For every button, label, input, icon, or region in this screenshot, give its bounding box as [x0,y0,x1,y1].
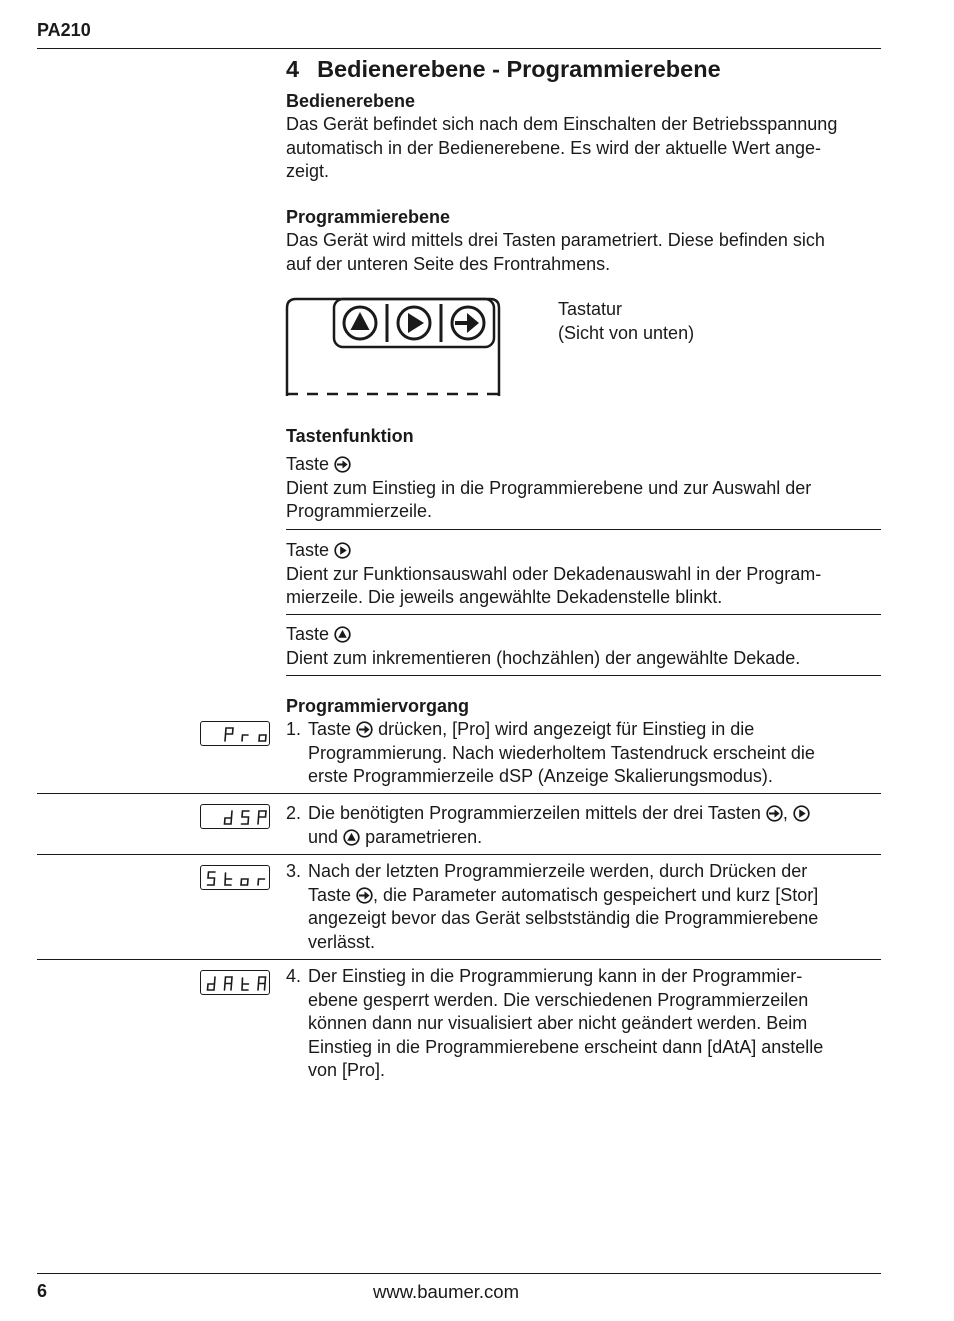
header-rule [37,48,881,49]
step-rule [37,959,881,960]
text-line: Programmierzeile. [286,501,433,521]
lcd-display-data [200,970,270,995]
step-text [308,718,878,789]
lcd-display-stor [200,865,270,890]
enter-arrow-icon [356,887,373,904]
step-number: 4. [286,966,302,986]
table-rule [286,529,881,530]
play-right-icon [334,542,351,559]
text-line: mierzeile. Die jeweils angewählte Dekadenstelle blinkt. [286,587,723,607]
up-triangle-icon [334,626,351,643]
step-rule [37,854,881,855]
text-line [308,718,878,742]
step-text [308,860,878,954]
text-line: Nach der letzten Programmierzeile werden, durch Drücken der [308,861,808,881]
text-line [308,826,878,850]
key-function-right [286,539,881,610]
text-line: zeigt. [286,161,330,181]
text-line [308,884,878,908]
enter-arrow-icon [334,456,351,473]
section-title [286,55,721,83]
section-number: 4 [286,56,300,82]
key-label-line [286,623,881,647]
lcd-display-pro [200,721,270,746]
step-number: 2. [286,803,302,823]
key-label-line [286,453,881,477]
step-text [308,965,878,1083]
footer-url[interactable]: www.baumer.com [373,1281,519,1302]
text-line: Das Gerät befindet sich nach dem Einschalten der Betriebsspannung [286,114,838,134]
text-line: verlässt. [308,931,376,952]
bedienerebene-heading: Bedienerebene [286,91,416,111]
keyboard-caption [558,298,858,345]
up-triangle-icon [343,829,360,846]
inline-text: Taste [308,719,352,739]
step-text [308,802,878,849]
footer-rule [37,1273,881,1274]
text-line: auf der unteren Seite des Frontrahmens. [286,253,611,274]
tastenfunktion-heading: Tastenfunktion [286,426,414,446]
enter-arrow-icon [356,721,373,738]
page-number: 6 [37,1281,48,1301]
inline-text: parametrieren. [365,826,483,847]
programmiervorgang-heading: Programmiervorgang [286,696,470,716]
text-line: von [Pro]. [308,1060,386,1080]
programmierebene-paragraph [286,229,881,276]
text-line [308,802,878,826]
text-line: automatisch in der Bedienerebene. Es wird der aktuelle Wert ange- [286,137,821,158]
document-model: PA210 [37,20,91,40]
text-line: ebene gesperrt werden. Die verschiedenen Programmierzeilen [308,989,809,1010]
text-line: angezeigt bevor das Gerät selbstständig die Programmierebene [308,908,819,928]
programmierebene-heading: Programmierebene [286,207,451,227]
up-triangle-icon [344,307,376,339]
step-number: 3. [286,861,302,881]
key-label: Taste [286,454,330,474]
inline-text: und [308,826,339,847]
key-label-line [286,539,881,563]
play-right-icon [793,805,810,822]
text-line: Dient zum inkrementieren (hochzählen) der angewählte Dekade. [286,647,801,668]
bedienerebene-paragraph [286,113,881,184]
key-function-up [286,623,881,670]
enter-arrow-icon [452,307,484,339]
text-line: Dient zum Einstieg in die Programmierebene und zur Auswahl der [286,477,812,498]
step-rule [37,793,881,794]
text-line: Einstieg in die Programmierebene erscheint dann [dAtA] anstelle [308,1036,824,1057]
caption-line: Tastatur [558,299,623,319]
enter-arrow-icon [766,805,783,822]
section-title-text: Bedienerebene - Programmierebene [317,56,721,82]
step-number: 1. [286,719,302,739]
text-line: Der Einstieg in die Programmierung kann in der Programmier- [308,966,803,986]
key-function-enter [286,453,881,524]
inline-text: , [782,803,788,823]
inline-text: Die benötigten Programmierzeilen mittels der drei Tasten [308,803,761,823]
play-right-icon [398,307,430,339]
lcd-display-dsp [200,804,270,829]
table-rule [286,614,881,615]
inline-text: Taste [308,884,352,905]
table-rule [286,675,881,676]
text-line: Dient zur Funktionsauswahl oder Dekadenauswahl in der Program- [286,563,822,584]
keyboard-diagram [285,296,503,398]
inline-text: , die Parameter automatisch gespeichert und kurz [Stor] [373,884,819,905]
key-label: Taste [286,624,330,644]
text-line: Programmierung. Nach wiederholtem Tastendruck erscheint die [308,742,815,763]
text-line: erste Programmierzeile dSP (Anzeige Skalierungsmodus). [308,766,773,786]
caption-line: (Sicht von unten) [558,322,695,343]
text-line: Das Gerät wird mittels drei Tasten parametriert. Diese befinden sich [286,230,825,250]
text-line: können dann nur visualisiert aber nicht geändert werden. Beim [308,1013,808,1033]
inline-text: drücken, [Pro] wird angezeigt für Einstieg in die [378,719,755,739]
key-label: Taste [286,540,330,560]
